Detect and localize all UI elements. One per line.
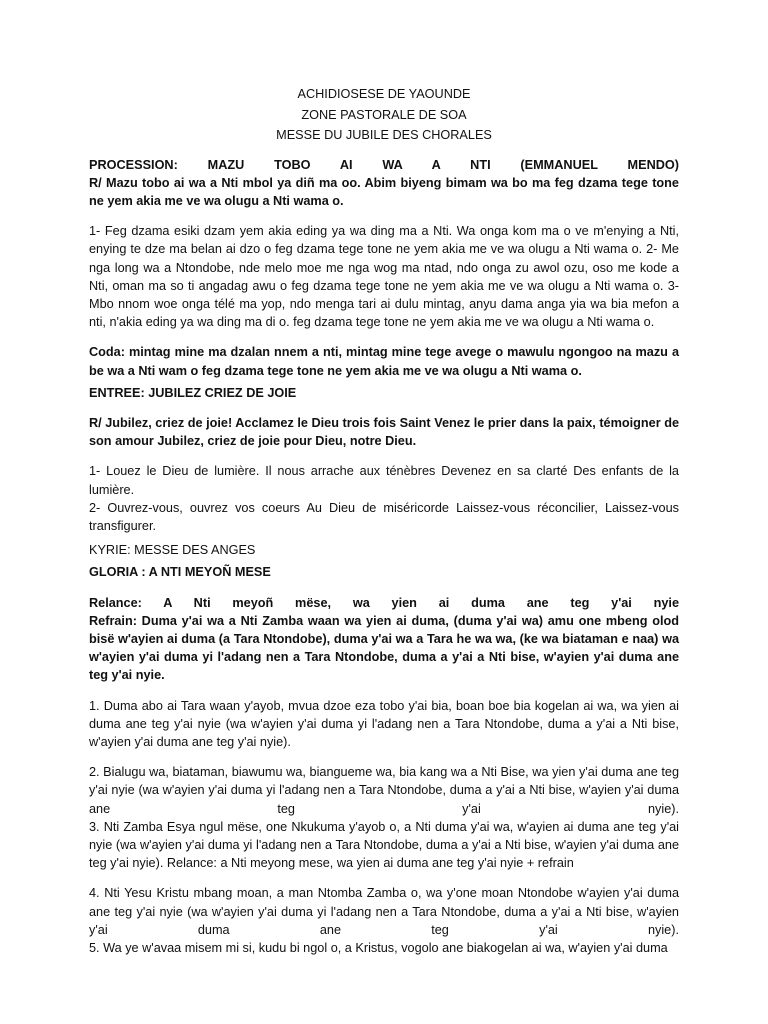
procession-section	[89, 156, 679, 211]
gloria-verse-2	[89, 763, 679, 818]
procession-coda: Coda: mintag mine ma dzalan nnem a nti, mintag mine tege avege o mawulu ngongoo na mazu a be wa a Nti wam o feg dzama tege tone ne yem akia me ve wa olugu a Nti wama o.	[89, 345, 679, 378]
gloria-verse-3: 3. Nti Zamba Esya ngul mëse, one Nkukuma y'ayob o, a Nti duma y'ai wa, w'ayien ai duma ane teg y'ai nyie (wa w'ayien y'ai duma yi l'adang nen a Tara Ntondobe, duma a y'ai a Nti bise, w'ayien y'ai duma ane teg y'ai nyie). Relance: a Nti meyong mese, wa yien ai duma ane teg y'ai nyie + refrain	[89, 819, 679, 871]
gloria-verse-1: 1. Duma abo ai Tara waan y'ayob, mvua dzoe eza tobo y'ai bia, boan boe bia kogelan ai wa, wa yien ai duma ane teg y'ai nyie (wa w'ayien y'ai duma yi l'adang nen a Tara Ntondobe, duma a y'ai a Nti bise, w'ayien y'ai duma ane teg y'ai nyie).	[89, 698, 679, 749]
entree-refrain: R/ Jubilez, criez de joie! Acclamez le Dieu trois fois Saint Venez le prier dans la paix, témoigner de son amour Jubilez, criez de joie pour Dieu, notre Dieu.	[89, 415, 679, 449]
gloria-refrain: Refrain: Duma y'ai wa a Nti Zamba waan wa yien ai duma, (duma y'ai wa) amu one mbeng olod bisë w'ayien ai duma (a Tara Ntondobe), duma y'ai wa a Tara he wa wa, (ke wa biataman e naa) wa w'ayien y'ai duma yi l'adang nen a Tara Ntondobe, duma a y'ai a Nti bise, w'ayien y'ai duma ane teg y'ai nyie.	[89, 613, 679, 683]
entree-verse-1: 1- Louez le Dieu de lumière. Il nous arrache aux ténèbres Devenez en sa clarté Des enfants de la lumière.	[89, 464, 679, 497]
mass-title: MESSE DU JUBILE DES CHORALES	[276, 128, 492, 142]
gloria-relance: Relance: A Nti meyoñ mëse, wa yien ai duma ane teg y'ai nyie	[89, 595, 679, 610]
gloria-verse-2-text: 2. Bialugu wa, biataman, biawumu wa, biangueme wa, bia kang wa a Nti Bise, wa yien y'ai duma ane teg y'ai nyie (wa w'ayien y'ai duma yi l'adang nen a Tara Ntondobe, duma a y'ai a Nti bise, w'ayien y'ai duma	[89, 765, 679, 798]
procession-heading: PROCESSION: MAZU TOBO AI WA A NTI (EMMANUEL MENDO)	[89, 157, 679, 172]
pastoral-zone-title: ZONE PASTORALE DE SOA	[301, 107, 467, 122]
entree-heading: ENTREE: JUBILEZ CRIEZ DE JOIE	[89, 385, 297, 400]
gloria-intro	[89, 594, 679, 685]
gloria-verse-5: 5. Wa ye w'avaa misem mi si, kudu bi ngol o, a Kristus, vogolo ane biakogelan ai wa, w'ayien y'ai duma	[89, 941, 668, 956]
gloria-verse-4-text: 4. Nti Yesu Kristu mbang moan, a man Ntomba Zamba o, wa y'one moan Ntondobe w'ayien y'ai duma ane teg y'ai nyie (wa w'ayien y'ai duma yi l'adang nen a Tara Ntondobe, duma a y'ai a Nti bise, w'ayien	[89, 886, 679, 919]
entree-verse-2: 2- Ouvrez-vous, ouvrez vos coeurs Au Dieu de miséricorde Laissez-vous réconcilier, Laissez-vous transfigurer.	[89, 500, 679, 533]
document-page	[89, 84, 679, 957]
document-header	[89, 84, 679, 146]
procession-verses: 1- Feg dzama esiki dzam yem akia eding ya wa ding ma a Nti. Wa onga kom ma o ve m'enying a Nti, enying te dze ma belan ai dzo o feg dzama tege tone ne yem akia me ve wa olugu a Nti wama o. 2- Me nga long wa a Ntondobe, nde melo moe me nga wog ma ntad, ndo onga zu awol ozu, oso me kode a Nti, oman ma so ti angadag awu o feg dzama tege tone ne yem akia me ve wa olugu a Nti wama o. 3- Mbo nnom woe onga télé ma yop, ndo menga tari ai dulu mintag, anyu dama anga yia wa bia mefon a nti, n'akia eding ya wa ding ma di o. feg dzama tege tone ne yem akia me ve wa olugu a Nti wama o.	[89, 224, 679, 330]
gloria-verse-2-end: ane teg y'ai nyie).	[89, 801, 679, 816]
gloria-verse-4-end: y'ai duma ane teg y'ai nyie).	[89, 922, 679, 937]
kyrie-heading: KYRIE: MESSE DES ANGES	[89, 543, 256, 558]
diocese-title: ACHIDIOSESE DE YAOUNDE	[297, 87, 471, 101]
procession-refrain: R/ Mazu tobo ai wa a Nti mbol ya diñ ma oo. Abim biyeng bimam wa bo ma feg dzama tege tone ne yem akia me ve wa olugu a Nti wama o.	[89, 175, 679, 208]
gloria-verse-4	[89, 884, 679, 939]
gloria-heading: GLORIA : A NTI MEYOÑ MESE	[89, 565, 271, 580]
